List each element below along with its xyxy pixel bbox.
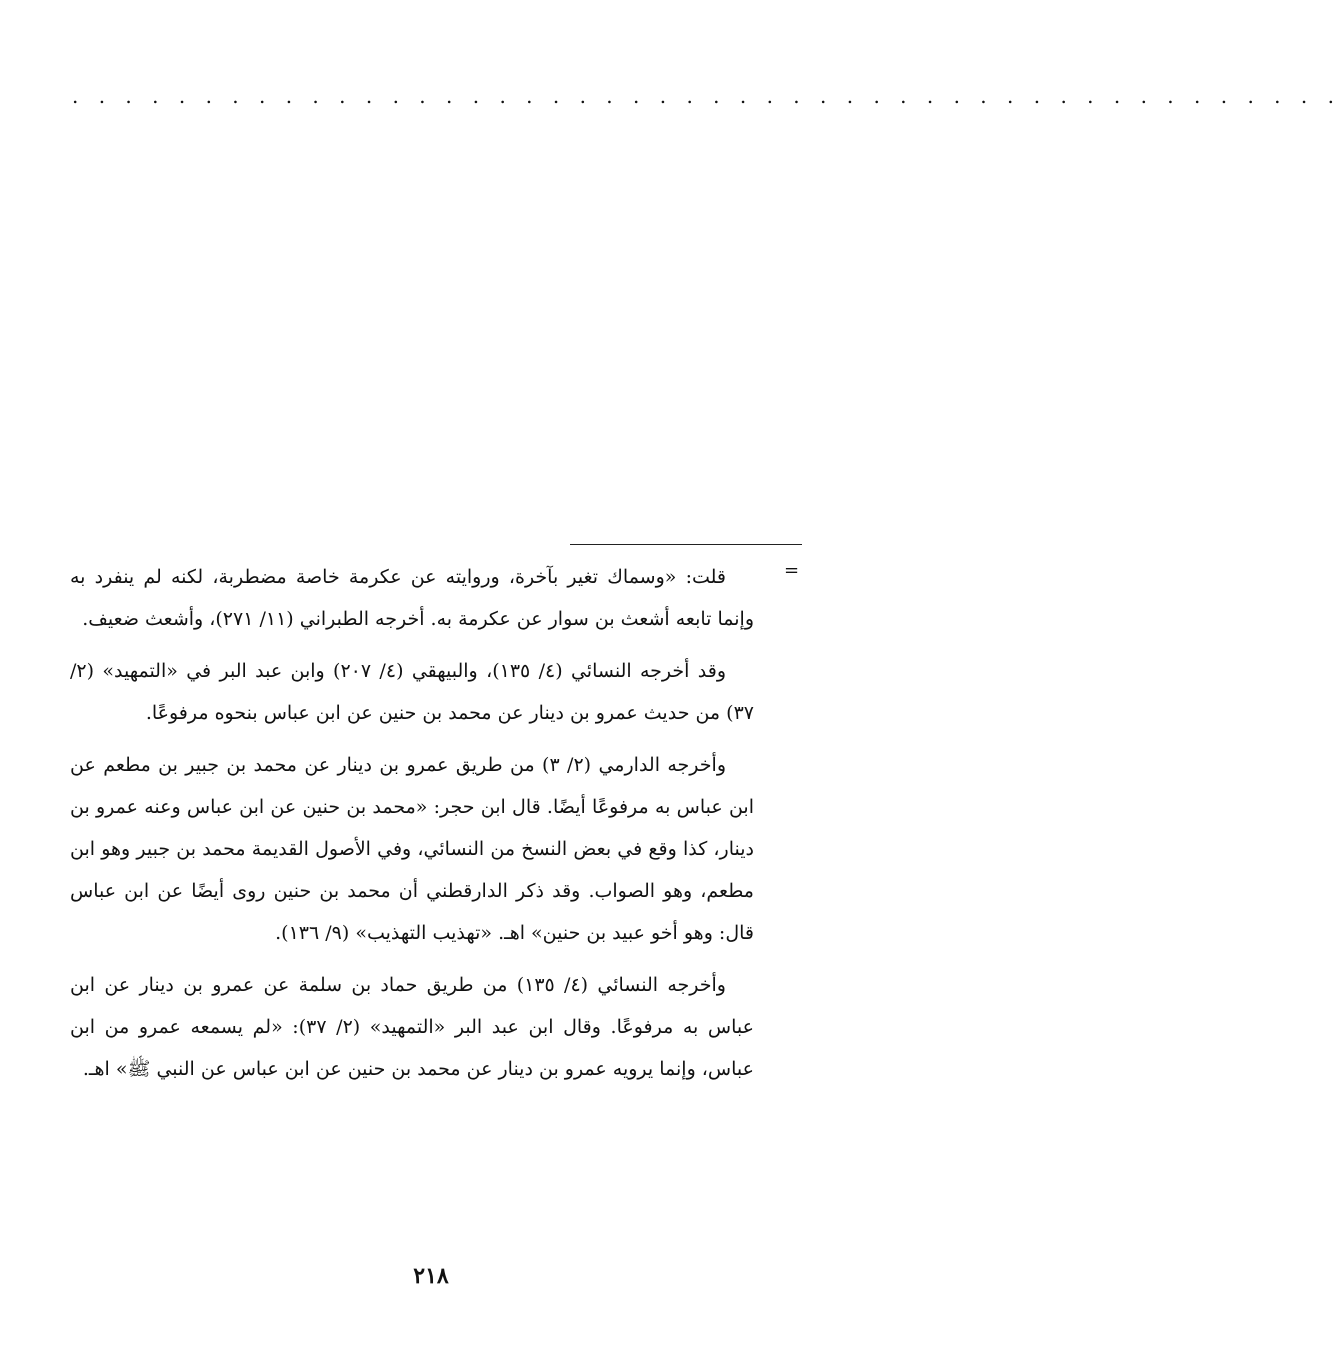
page-number: ٢١٨: [413, 1263, 449, 1289]
footnote-paragraph: وأخرجه الدارمي (٢/ ٣) من طريق عمرو بن دينار عن محمد بن جبير بن مطعم عن ابن عباس به مرفوعًا أيضًا. قال ابن حجر: «محمد بن حنين عن ابن عباس وعنه عمرو بن دينار، كذا وقع في بعض النسخ من النسائي، وفي الأصول القديمة محمد بن جبير وهو ابن مطعم، وهو الصواب. وقد ذكر الدارقطني أن محمد بن حنين روى أيضًا عن ابن عباس قال: وهو أخو عبيد بن حنين» اهـ. «تهذيب التهذيب» (٩/ ١٣٦).: [70, 754, 754, 944]
footnotes-block: [70, 556, 754, 1100]
footnote-paragraph: وأخرجه النسائي (٤/ ١٣٥) من طريق حماد بن سلمة عن عمرو بن دينار عن ابن عباس به مرفوعًا. وقال ابن عبد البر «التمهيد» (٢/ ٣٧): «لم يسمعه عمرو من ابن عباس، وإنما يرويه عمرو بن دينار عن محمد بن حنين عن ابن عباس عن النبي ﷺ» اهـ.: [70, 974, 754, 1080]
continuation-mark: =: [784, 560, 800, 581]
footnote-rule: [570, 544, 802, 545]
footnote-paragraph: قلت: «وسماك تغير بآخرة، وروايته عن عكرمة خاصة مضطربة، لكنه لم ينفرد به وإنما تابعه أشعث بن سوار عن عكرمة به. أخرجه الطبراني (١١/ ٢٧١)، وأشعث ضعيف.: [70, 566, 754, 630]
separator-dots: . . . . . . . . . . . . . . . . . . . . . . . . . . . . . . . . . . . . . . . . . . . . . . . .: [72, 84, 1341, 108]
footnote-paragraph: وقد أخرجه النسائي (٤/ ١٣٥)، والبيهقي (٤/ ٢٠٧) وابن عبد البر في «التمهيد» (٢/ ٣٧) من حديث عمرو بن دينار عن محمد بن حنين عن ابن عباس بنحوه مرفوعًا.: [70, 660, 754, 724]
